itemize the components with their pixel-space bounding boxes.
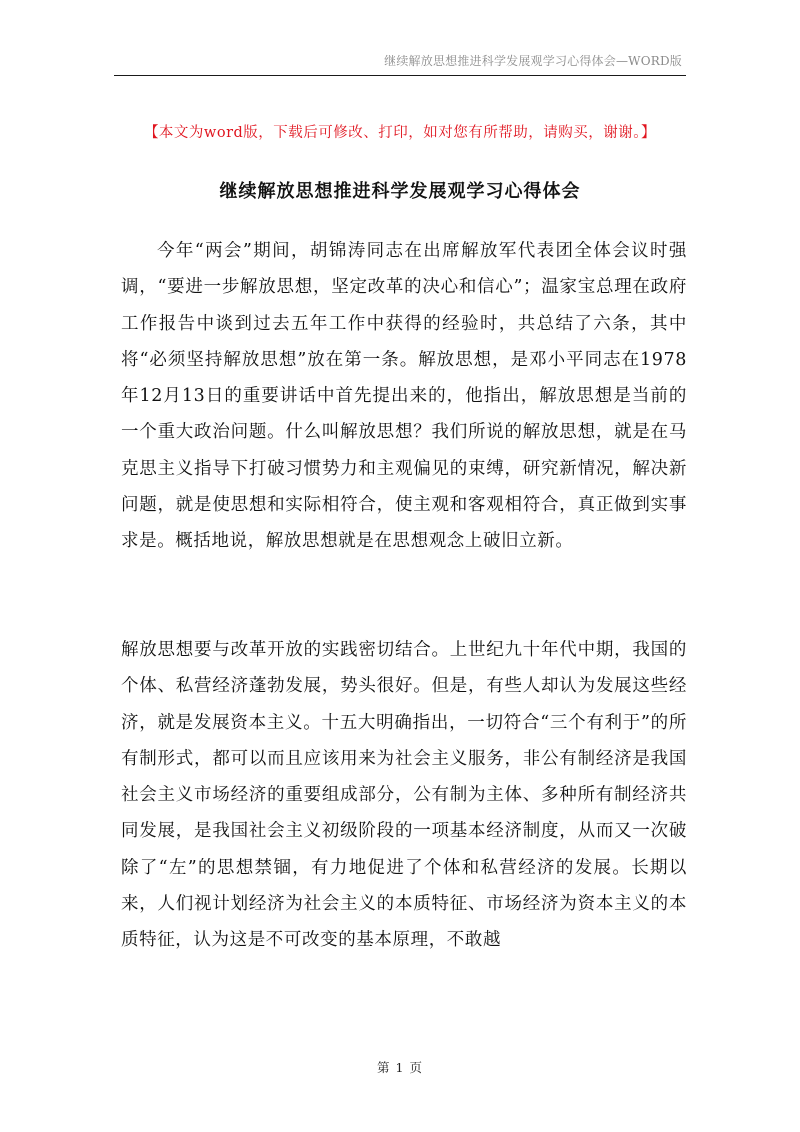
body-paragraph-1: 今年“两会”期间，胡锦涛同志在出席解放军代表团全体会议时强调，“要进一步解放思想，坚定改革的决心和信心”；温家宝总理在政府工作报告中谈到过去五年工作中获得的经验时，共总结了六条，其中将“必须坚持解放思想”放在第一条。解放思想，是邓小平同志在1978年12月13日的重要讲话中首先提出来的，他指出，解放思想是当前的一个重大政治问题。什么叫解放思想？我们所说的解放思想，就是在马克思主义指导下打破习惯势力和主观偏见的束缚，研究新情况，解决新问题，就是使思想和实际相符合，使主观和客观相符合，真正做到实事求是。概括地说，解放思想就是在思想观念上破旧立新。 bbox=[121, 241, 687, 552]
header-divider bbox=[114, 75, 686, 76]
purchase-notice: 【本文为word版，下载后可修改、打印，如对您有所帮助，请购买，谢谢。】 bbox=[143, 125, 657, 141]
page-number: 第 1 页 bbox=[377, 1060, 423, 1075]
body-paragraph-2: 解放思想要与改革开放的实践密切结合。上世纪九十年代中期，我国的个体、私营经济蓬勃发展，势头很好。但是，有些人却认为发展这些经济，就是发展资本主义。十五大明确指出，一切符合“三个有利于”的所有制形式，都可以而且应该用来为社会主义服务，非公有制经济是我国社会主义市场经济的重要组成部分，公有制为主体、多种所有制经济共同发展，是我国社会主义初级阶段的一项基本经济制度，从而又一次破除了“左”的思想禁锢，有力地促进了个体和私营经济的发展。长期以来，人们视计划经济为社会主义的本质特征、市场经济为资本主义的本质特征，认为这是不可改变的基本原理，不敢越 bbox=[121, 640, 687, 951]
document-title: 继续解放思想推进科学发展观学习心得体会 bbox=[219, 181, 581, 202]
running-header: 继续解放思想推进科学发展观学习心得体会—WORD版 bbox=[384, 54, 682, 68]
